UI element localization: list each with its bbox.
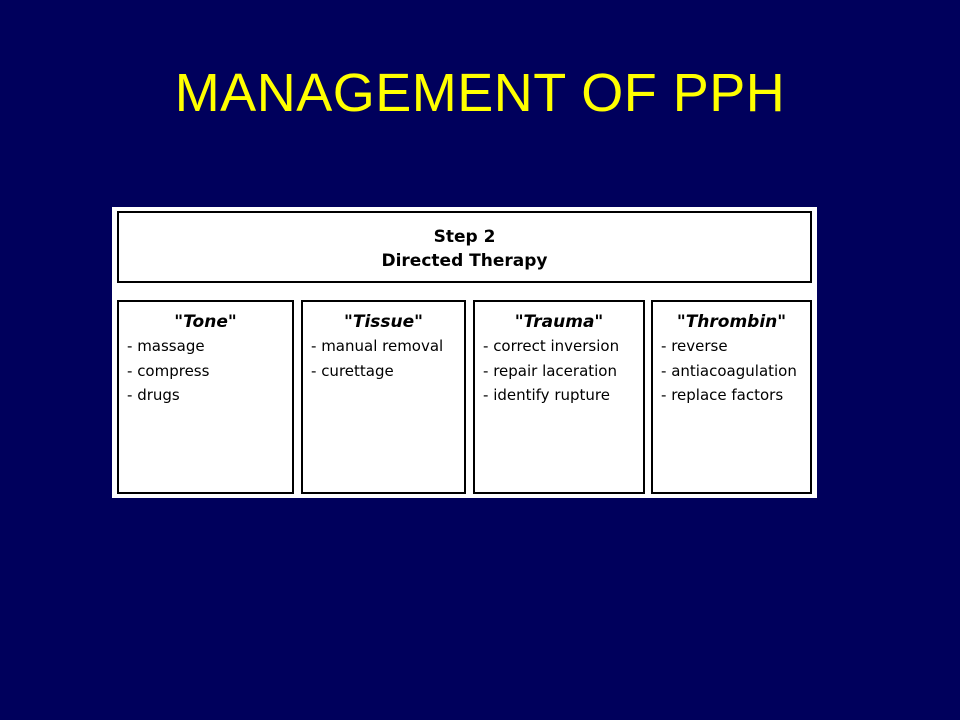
list-item: - drugs — [127, 383, 292, 408]
category-list — [303, 334, 464, 383]
list-item: - replace factors — [661, 383, 810, 408]
category-box-tissue — [301, 300, 466, 494]
list-item: - manual removal — [311, 334, 464, 359]
category-title: "Tissue" — [343, 312, 423, 332]
step-heading: Step 2 — [433, 227, 496, 247]
category-box-thrombin — [651, 300, 812, 494]
category-list — [653, 334, 810, 408]
list-item: - massage — [127, 334, 292, 359]
category-title: "Tone" — [174, 312, 237, 332]
step-header-box — [117, 211, 812, 283]
step-subheading: Directed Therapy — [381, 251, 548, 271]
list-item: - identify rupture — [483, 383, 643, 408]
list-item: - reverse — [661, 334, 810, 359]
category-list — [475, 334, 643, 408]
category-box-tone — [117, 300, 294, 494]
list-item: - curettage — [311, 359, 464, 384]
category-list — [119, 334, 292, 408]
directed-therapy-figure — [112, 207, 817, 498]
category-box-trauma — [473, 300, 645, 494]
category-title: "Thrombin" — [676, 312, 787, 332]
category-title: "Trauma" — [514, 312, 604, 332]
slide-title: MANAGEMENT OF PPH — [174, 63, 786, 123]
list-item: - repair laceration — [483, 359, 643, 384]
list-item: - antiacoagulation — [661, 359, 810, 384]
list-item: - correct inversion — [483, 334, 643, 359]
list-item: - compress — [127, 359, 292, 384]
